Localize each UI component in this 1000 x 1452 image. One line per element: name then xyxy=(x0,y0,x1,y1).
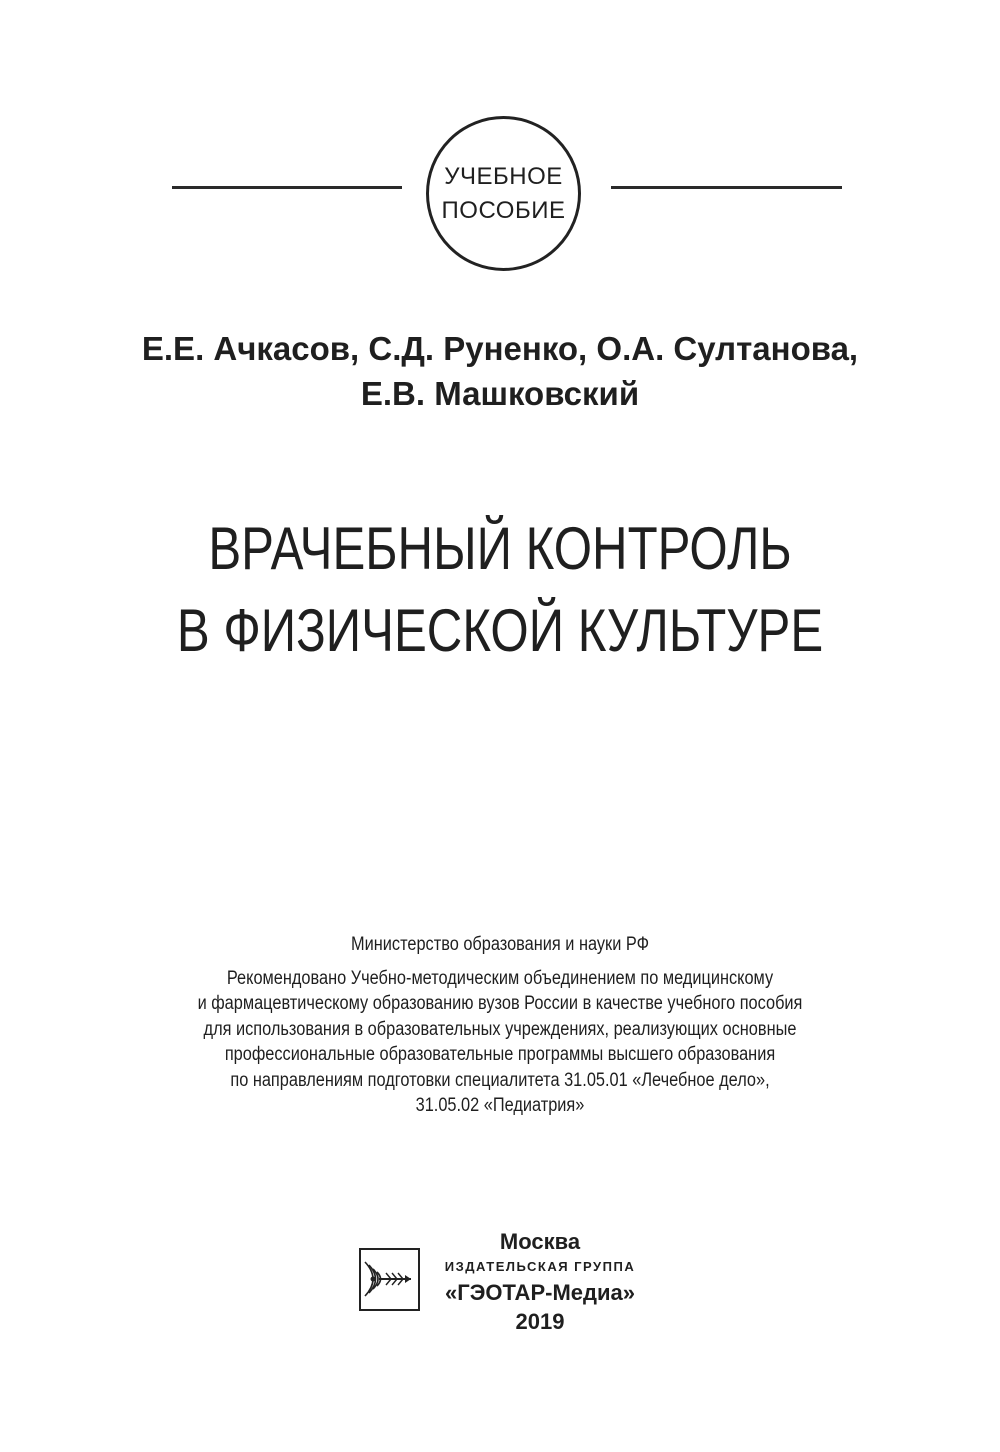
approval-line: профессиональные образовательные программы высшего образования xyxy=(224,1044,776,1065)
title-line-1: ВРАЧЕБНЫЙ КОНТРОЛЬ xyxy=(208,515,792,582)
approval-line: 31.05.02 «Педиатрия» xyxy=(415,1095,585,1116)
decorative-rule-right xyxy=(611,186,842,189)
publication-year: 2019 xyxy=(515,1309,565,1334)
textbook-badge xyxy=(426,116,581,271)
badge-line-2: ПОСОБИЕ xyxy=(441,196,566,224)
publisher-name: «ГЭОТАР-Медиа» xyxy=(445,1280,635,1305)
geotar-logo-icon xyxy=(359,1248,420,1311)
approval-line: для использования в образовательных учреждениях, реализующих основные xyxy=(203,1018,797,1040)
authors-line-2: Е.В. Машковский xyxy=(360,375,640,412)
approval-line: Рекомендовано Учебно-методическим объединением по медицинскому xyxy=(226,967,774,989)
badge-line-1: УЧЕБНОЕ xyxy=(444,162,563,190)
authors-line-1: Е.Е. Ачкасов, С.Д. Руненко, О.А. Султанова, xyxy=(141,330,859,367)
ministry-line: Министерство образования и науки РФ xyxy=(351,934,649,955)
approval-note xyxy=(0,932,1000,1119)
book-title xyxy=(0,508,1000,672)
publisher-block xyxy=(420,1228,660,1336)
decorative-rule-left xyxy=(172,186,402,189)
publisher-group: ИЗДАТЕЛЬСКАЯ ГРУППА xyxy=(444,1259,636,1274)
authors xyxy=(0,326,1000,416)
approval-line: по направлениям подготовки специалитета 31.05.01 «Лечебное дело», xyxy=(230,1069,770,1091)
title-line-2: В ФИЗИЧЕСКОЙ КУЛЬТУРЕ xyxy=(176,597,824,664)
publisher-city: Москва xyxy=(499,1229,581,1254)
approval-line: и фармацевтическому образованию вузов России в качестве учебного пособия xyxy=(197,993,803,1014)
